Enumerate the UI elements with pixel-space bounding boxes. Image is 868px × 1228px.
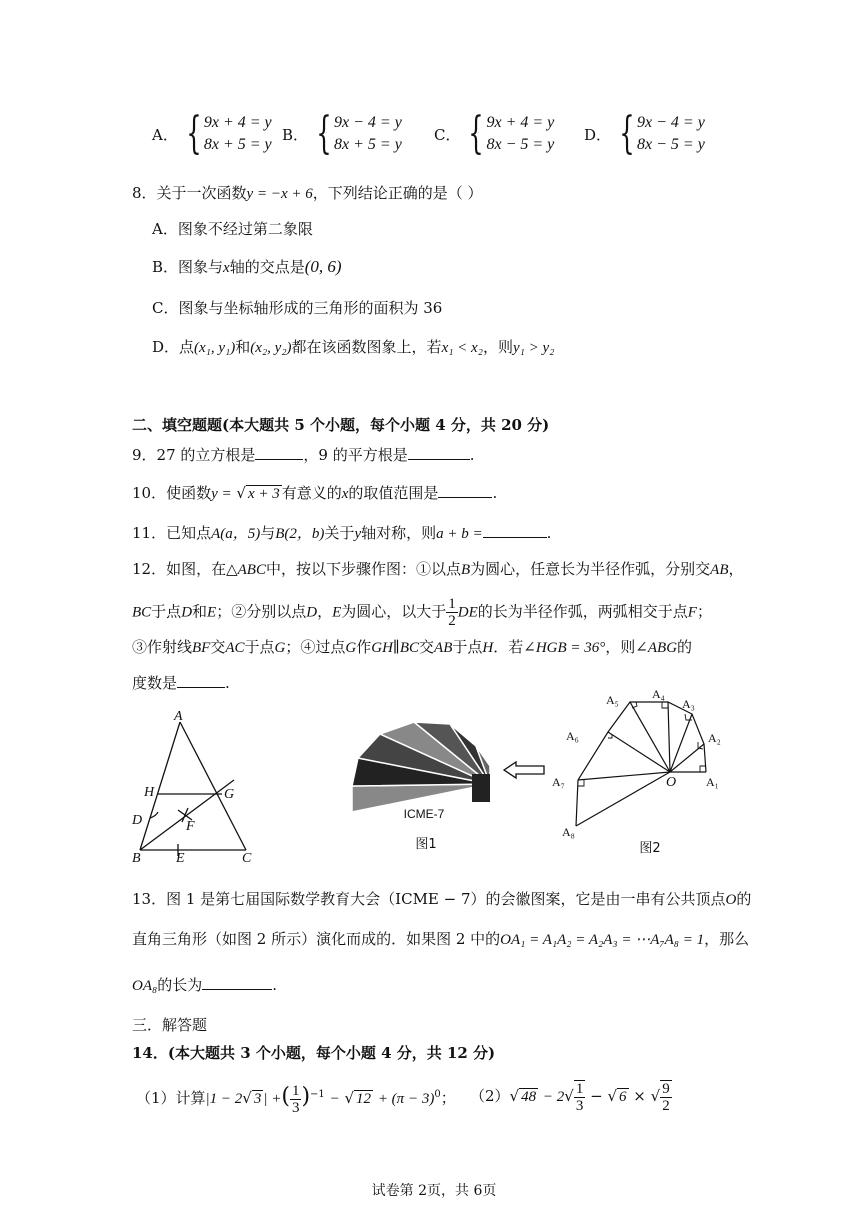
numerator: 9 [662,1081,670,1097]
text: . [469,446,475,464]
equation: 9x + 4 = y [486,114,555,131]
q13-line-1 [132,888,751,909]
radicand: 48 [521,1089,537,1105]
variable: x [223,260,230,276]
equation: 9x − 4 = y [637,114,705,131]
q14-part-1: （1）计算|1 − 2√ 3 | +( $\frac{1}{3}$ )$^{-1}$ − √ $12 + (\pi - 3)^0$； [136,1082,456,1116]
option-label: B． [282,125,309,144]
point: E [332,604,342,621]
logo-caption: ICME-7 [403,807,445,821]
label-a5: A₅ [606,693,619,707]
equation: OA₁ = A₁A₂ = A₂A₃ = ⋯A₇A₈ = 1 [500,932,705,948]
q7-option-b: B． { 9x − 4 = y 8x + 5 = y [282,108,402,159]
equation: 8x − 5 = y [637,136,705,153]
fraction [446,596,458,629]
text: 中，按以下步骤作图：①以点 [265,560,461,578]
point: G [274,640,286,656]
text: 9．27 的立方根是 [132,446,256,464]
q9 [132,444,475,465]
segment: DE [457,604,478,621]
q13-line-3 [132,974,277,995]
answer-blank [438,483,492,498]
ray-oa8 [576,772,670,826]
q8-stem [132,182,483,203]
q8-option-d [152,336,554,357]
q10: 10．使函数y = √ x + 3 有意义的x的取值范围是 . [132,484,498,502]
ray: BF [192,640,211,656]
equation: 9x − 4 = y [334,114,402,131]
left-arrow-icon [502,760,546,780]
expression: − [329,1091,340,1107]
text: 的长为 [157,976,203,994]
triangle-figure [128,706,268,866]
point: A(a，5) [211,526,261,542]
expression: − 2 [542,1089,565,1105]
expression: + (π − 3) [377,1091,435,1107]
text: 度数是 [132,674,178,692]
part-label: （1）计算 [136,1089,206,1107]
text: 和 [235,338,251,356]
segment: AB [710,562,729,578]
point: (x₂, y₂) [250,340,292,356]
label-e: E [176,851,185,866]
option-label: A． [152,125,178,144]
numerator: 1 [291,1082,300,1099]
text: 交 [419,638,435,656]
section-heading: 二、填空题题(本大题共 5 个小题，每个小题 4 分，共 20 分) [132,416,550,434]
text: 的 [736,890,752,908]
numerator: 1 [448,596,456,612]
variable: y [354,526,362,542]
text: 8．关于一次函数 [132,184,247,202]
figure-1-label: 图1 [415,837,437,852]
q8-option-b [152,256,342,277]
text: ；④过点 [285,638,346,656]
text: . [272,976,278,994]
segment: AB [434,640,453,656]
text: ③作射线 [132,638,193,656]
equation: 9x + 4 = y [203,114,272,131]
right-triangle-spiral-figure [548,682,728,858]
page-footer: 试卷第 2页，共 6页 [371,1183,497,1199]
text: 的 [677,638,693,656]
point: O [725,892,737,908]
expression: | + [263,1091,282,1107]
denominator: 3 [575,1098,584,1114]
text: . [225,674,230,692]
angle: ∠HGB = 36° [523,640,606,656]
text: 有意义的 [281,484,342,502]
answer-blank [255,445,303,460]
answer-blank [177,673,225,688]
point: (0, 6) [304,257,342,276]
q14-part-2: （2）√ 48 − 2√ $\frac{1}{3}$ − √ 6 × √ $\frac{9}{2}$ [470,1081,670,1114]
ray-oa6 [608,732,670,772]
q7-option-c: C． { 9x + 4 = y 8x − 5 = y [434,108,555,159]
q12-line-3 [132,636,692,657]
text: ， [317,602,333,621]
variable: x [341,486,349,502]
label-a6: A₆ [566,729,579,743]
label-c: C [242,851,252,866]
text: ，9 的平方根是 [303,446,408,464]
text: − [590,1087,603,1105]
segment: GH∥BC [371,640,420,656]
text: 于点 [244,638,275,656]
text: 直角三角形（如图 2 所示）演化而成的．如果图 2 中的 [132,930,501,948]
q11 [132,522,551,543]
label-f: F [186,819,195,834]
q12-line-4 [132,672,230,693]
text: . [492,484,498,502]
point: B(2，b) [275,526,325,542]
icme-logo-figure [348,714,498,852]
text: 关于 [324,524,355,542]
q13-line-2 [132,928,749,949]
text: 轴对称，则 [361,524,437,542]
label-g: G [224,787,235,802]
radicand: 3 [253,1091,262,1107]
text: ， [728,560,744,578]
equation: 8x + 5 = y [203,136,272,153]
text: 的取值范围是 [348,484,439,502]
angle: ∠ABG [635,640,678,656]
text: ，下列结论正确的是（ ） [312,184,483,202]
answer-blank [408,445,470,460]
triangle: △ABC [226,562,266,578]
label-d: D [132,813,143,828]
text: 为圆心，以大于 [341,602,447,621]
denominator: 2 [662,1098,670,1114]
ray-oa7 [578,772,670,780]
text: ，则 [482,338,513,356]
point: D [306,604,318,621]
text: 轴的交点是 [229,258,305,276]
option-label: D． [584,125,612,144]
text: 11．已知点 [132,524,212,542]
text: 交 [210,638,226,656]
point: D [181,604,193,621]
denominator: 3 [291,1099,300,1116]
point: F [687,604,697,621]
numerator: 1 [575,1081,584,1097]
text: 12．如图，在 [132,560,227,578]
q7-option-d: D． { 9x − 4 = y 8x − 5 = y [584,108,705,159]
text: 于点 [452,638,483,656]
q8-option-a: A．图象不经过第二象限 [152,220,313,238]
text: 作 [356,638,372,656]
text: ； [440,1089,456,1107]
answer-blank [483,523,547,538]
expression: |1 − 2 [205,1091,243,1107]
function: y = [211,486,232,502]
text: 为圆心，任意长为半径作弧，分别交 [470,560,711,578]
ray-oa5 [630,702,670,772]
text: ；②分别以点 [216,602,307,621]
q12-line-2 [132,596,712,629]
exponent: −1 [310,1089,325,1100]
q12-line-1 [132,558,744,579]
point: G [345,640,357,656]
point: E [207,604,217,621]
label-a7: A₇ [552,775,565,789]
answer-blank [202,975,272,990]
text: B．图象与 [152,258,224,276]
text: D．点 [152,338,195,356]
text: 10．使函数 [132,484,212,502]
text: ，则 [605,638,636,656]
text: 的长为半径作弧，两弧相交于点 [477,602,688,621]
denominator: 2 [448,613,456,629]
text: 都在该函数图象上，若 [291,338,442,356]
segment: BC [132,604,152,621]
condition: x₁ < x₂ [441,340,483,356]
section-heading: 三．解答题 [132,1016,208,1034]
label-a3: A₃ [682,697,695,711]
q8-option-c: C．图象与坐标轴形成的三角形的面积为 36 [152,299,443,317]
expression: a + b = [436,526,483,542]
ray-oa4 [668,702,670,772]
label-a1: A₁ [706,775,719,789]
equation: 8x − 5 = y [486,136,555,153]
text: ，那么 [704,930,750,948]
q7-option-a: A． { 9x + 4 = y 8x + 5 = y [152,108,272,159]
text: ； [696,602,712,621]
q7-options [152,108,712,168]
label-a2: A₂ [708,731,721,745]
function: y = −x + 6 [246,186,313,202]
point: (x₁, y₁) [194,340,236,356]
option-label: C． [434,125,461,144]
segment: OA₈ [132,978,158,994]
text: × [633,1087,646,1105]
label-h: H [144,785,155,800]
text: . [546,524,552,542]
exponent: 0 [434,1089,441,1100]
label-a8: A₈ [562,825,575,839]
point: B [460,562,471,578]
text: 13．图 1 是第七届国际数学教育大会（ICME − 7）的会徽图案，它是由一串有公共顶点 [132,890,726,908]
radicand: 12 [356,1091,372,1107]
label-a: A [174,709,183,724]
part-label: （2） [470,1087,510,1105]
text: 于点 [151,602,182,621]
label-b: B [132,851,141,866]
fraction [574,1080,586,1114]
text: 与 [260,524,276,542]
segment: AC [225,640,245,656]
text: 和 [192,602,208,621]
text: ．若 [493,638,524,656]
fraction [290,1083,302,1116]
figure-2-label: 图2 [639,841,661,856]
radicand: 6 [619,1089,627,1105]
label-a4: A₄ [652,687,665,701]
equation: 8x + 5 = y [334,136,402,153]
radicand: x + 3 [247,486,280,502]
fraction [660,1080,672,1114]
logo-bar [472,774,490,802]
q14-title: 14．(本大题共 3 个小题，每个小题 4 分，共 12 分) [132,1044,496,1062]
point: H [482,640,494,656]
result: y₁ > y₂ [512,340,555,356]
label-o: O [666,775,677,790]
